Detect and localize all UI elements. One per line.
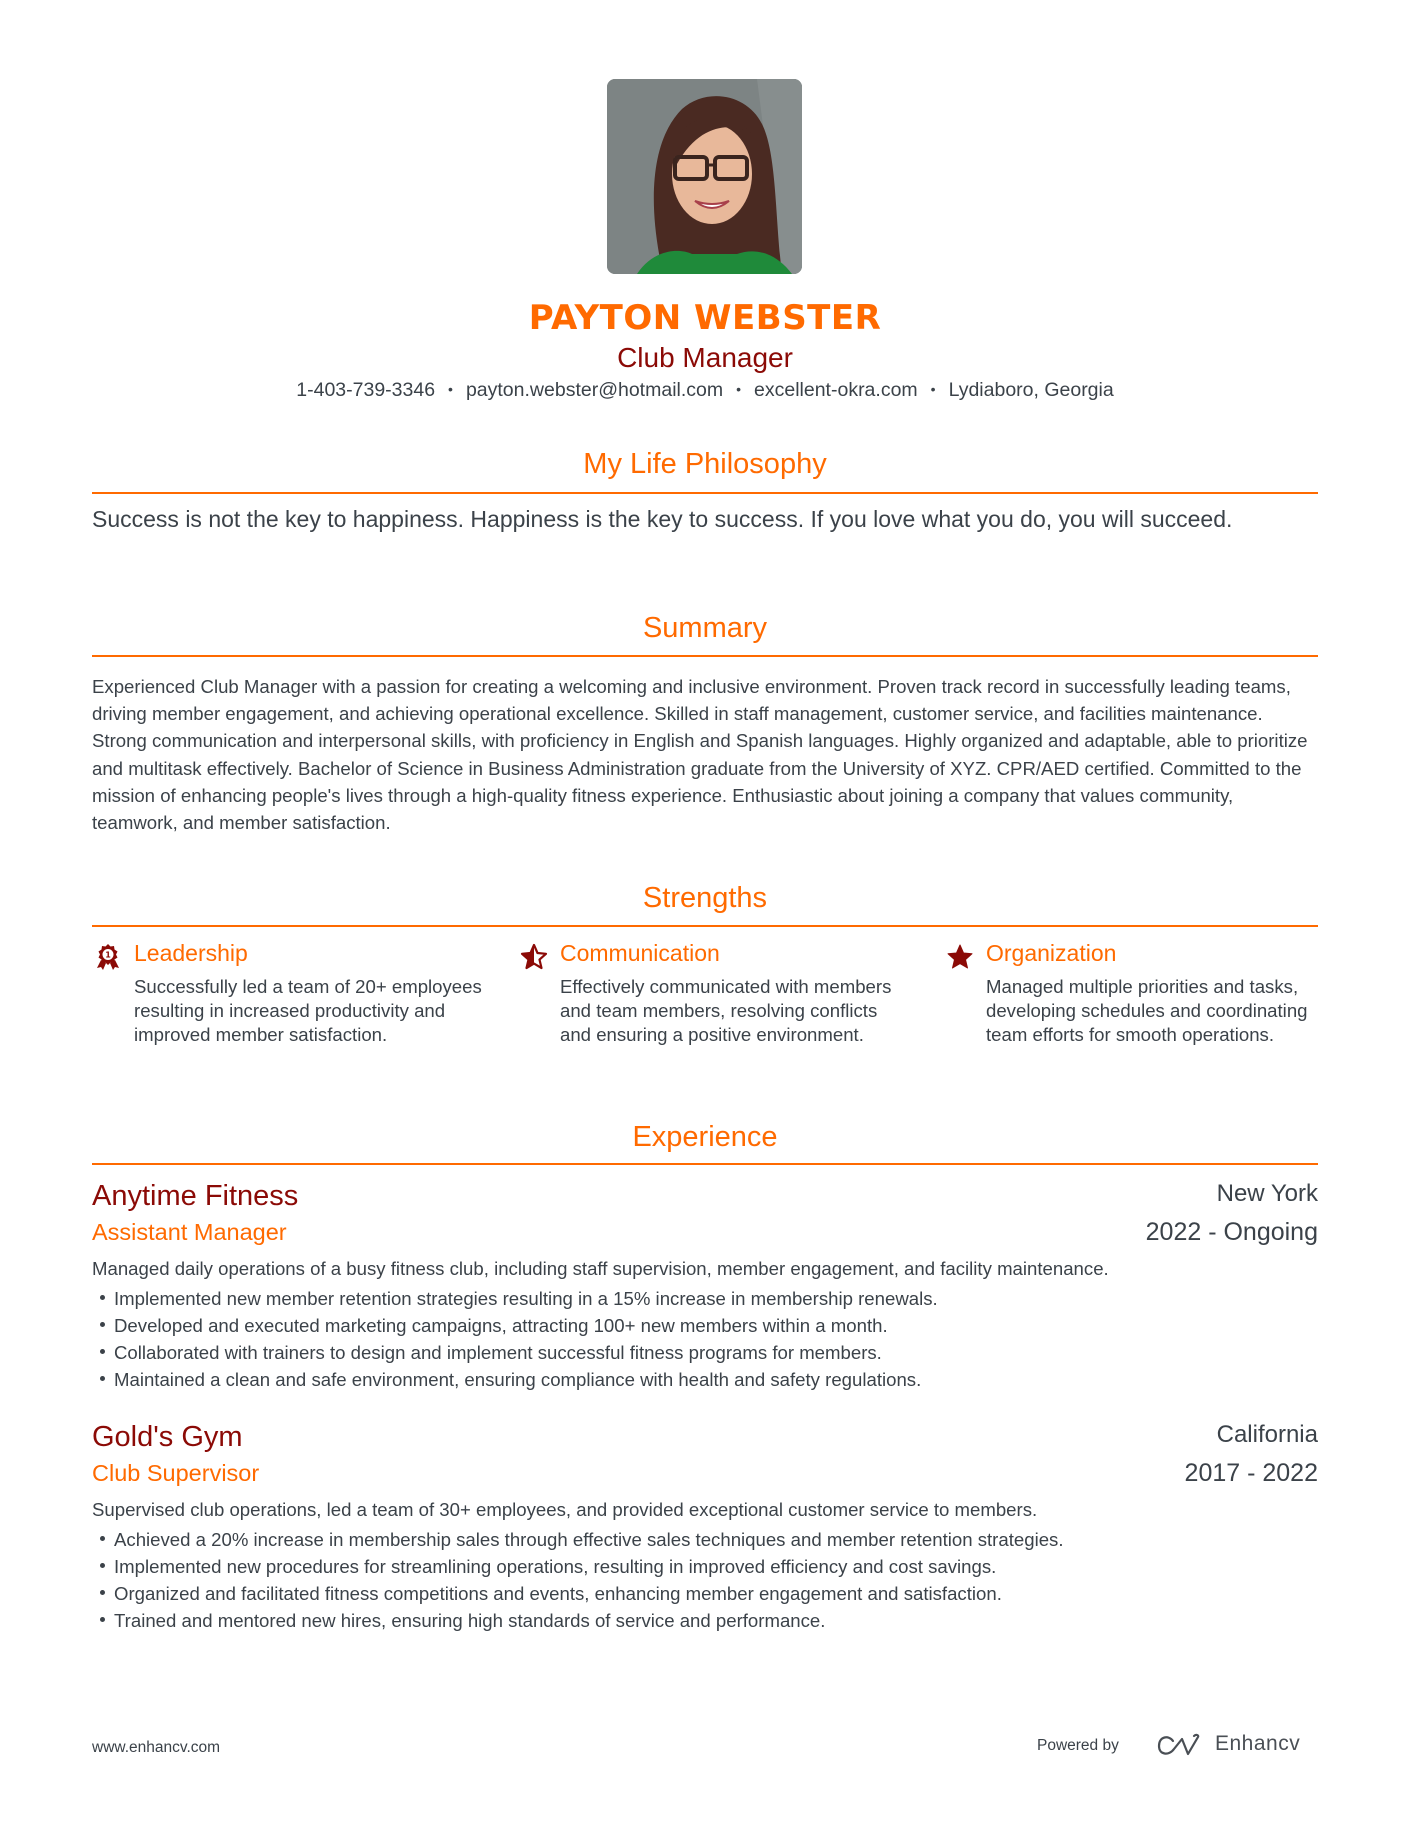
footer-website-link[interactable]: www.enhancv.com	[92, 1739, 221, 1756]
separator-dot: •	[736, 381, 742, 397]
contact-website[interactable]: excellent-okra.com	[754, 379, 918, 401]
company-name: Gold's Gym	[92, 1421, 243, 1453]
svg-text:1: 1	[105, 950, 111, 960]
job-location: New York	[1216, 1180, 1318, 1207]
philosophy-text: Success is not the key to happiness. Happiness is the key to success. If you love what you do, you will succeed.	[92, 506, 1233, 532]
profile-photo-illustration	[607, 79, 802, 274]
candidate-name: PAYTON WEBSTER	[528, 298, 882, 338]
section-title-strengths: Strengths	[642, 882, 768, 914]
section-divider	[92, 925, 1318, 927]
contact-email[interactable]: payton.webster@hotmail.com	[465, 379, 724, 401]
achievement-list	[92, 1285, 938, 1393]
achievement-bullet: Implemented new member retention strategies resulting in a 15% increase in membership renewals.	[92, 1285, 938, 1312]
strength-description: Successfully led a team of 20+ employees resulting in increased productivity and improved member satisfaction.	[134, 976, 482, 1045]
section-divider	[92, 492, 1318, 494]
job-description: Supervised club operations, led a team of 30+ employees, and provided exceptional customer service to members.	[92, 1499, 1038, 1520]
achievement-bullet: Implemented new procedures for streamlining operations, resulting in improved efficiency and cost savings.	[92, 1553, 1064, 1580]
achievement-bullet: Maintained a clean and safe environment, ensuring compliance with health and safety regulations.	[92, 1366, 938, 1393]
section-divider	[92, 1163, 1318, 1165]
profile-photo	[607, 79, 802, 274]
job-dates: 2022 - Ongoing	[1145, 1218, 1318, 1246]
enhancv-brand-name[interactable]: Enhancv	[1215, 1732, 1301, 1755]
strength-title: Leadership	[134, 940, 248, 966]
job-description: Managed daily operations of a busy fitness club, including staff supervision, member engagement, and facility maintenance.	[92, 1258, 1109, 1279]
achievement-bullet: Achieved a 20% increase in membership sales through effective sales techniques and member retention strategies.	[92, 1526, 1064, 1553]
section-title-experience: Experience	[632, 1121, 778, 1153]
strength-description: Effectively communicated with members and team members, resolving conflicts and ensuring a positive environment.	[560, 976, 892, 1045]
job-position: Assistant Manager	[92, 1219, 287, 1245]
separator-dot: •	[930, 381, 936, 397]
achievement-bullet: Trained and mentored new hires, ensuring high standards of service and performance.	[92, 1607, 1064, 1634]
section-title-summary: Summary	[642, 612, 768, 644]
job-position: Club Supervisor	[92, 1460, 260, 1486]
award-ribbon-icon	[94, 943, 122, 971]
section-title-philosophy: My Life Philosophy	[583, 448, 827, 480]
job-dates: 2017 - 2022	[1184, 1459, 1318, 1487]
powered-by-label: Powered by	[1037, 1737, 1119, 1754]
achievement-bullet: Collaborated with trainers to design and implement successful fitness programs for members.	[92, 1339, 938, 1366]
job-location: California	[1216, 1421, 1318, 1448]
star-icon	[946, 943, 974, 971]
strength-title: Communication	[560, 940, 720, 966]
separator-dot: •	[448, 381, 453, 397]
company-name: Anytime Fitness	[92, 1180, 299, 1212]
summary-text: Experienced Club Manager with a passion for creating a welcoming and inclusive environment. Proven track record in successfully leading teams, driving member engagement, and achieving operational excellence. Skilled in staff management, customer service, and facilities maintenance. Strong communication and interpersonal skills, with proficiency in English and Spanish languages. Highly organized and adaptable, able to prioritize and multitask effectively. Bachelor of Science in Business Administration graduate from the University of XYZ. CPR/AED certified. Committed to the mission of enhancing people's lives through a high-quality fitness experience. Enthusiastic about joining a company that values community, teamwork, and member satisfaction.	[92, 676, 1308, 834]
section-divider	[92, 655, 1318, 657]
achievement-bullet: Developed and executed marketing campaigns, attracting 100+ new members within a month.	[92, 1312, 938, 1339]
candidate-role: Club Manager	[617, 342, 793, 373]
contact-phone[interactable]: 1-403-739-3346	[296, 379, 436, 401]
strength-title: Organization	[986, 940, 1117, 966]
achievement-list	[92, 1526, 1064, 1634]
contact-info	[0, 379, 1410, 402]
enhancv-logo-icon[interactable]	[1156, 1733, 1202, 1759]
strength-description: Managed multiple priorities and tasks, developing schedules and coordinating team efforts for smooth operations.	[986, 976, 1308, 1045]
contact-location: Lydiaboro, Georgia	[948, 379, 1114, 401]
half-star-icon	[520, 943, 548, 971]
achievement-bullet: Organized and facilitated fitness competitions and events, enhancing member engagement and satisfaction.	[92, 1580, 1064, 1607]
